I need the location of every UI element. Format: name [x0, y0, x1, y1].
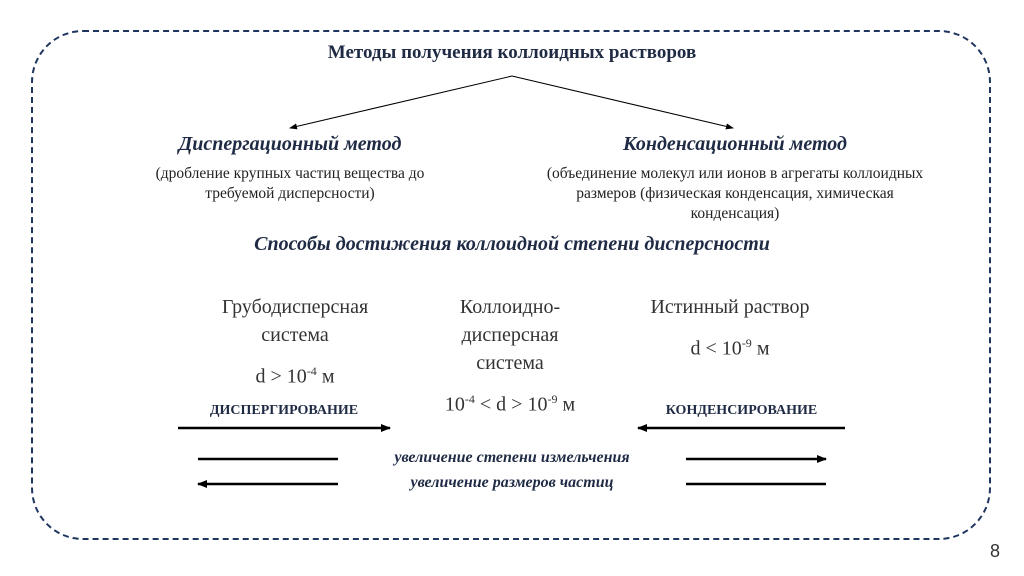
condensing-label: КОНДЕНСИРОВАНИЕ [665, 403, 818, 418]
true-solution [610, 293, 850, 363]
branch-arrow-left [290, 76, 512, 128]
particle-size-trend-label: увеличение размеров частиц [410, 474, 614, 491]
dispersion-desc-line: (дробление крупных частиц вещества до [155, 165, 425, 182]
coarse-system [180, 293, 410, 391]
dispersion-desc-line: требуемой дисперсности) [205, 185, 375, 202]
colloid-system-size: $10^{-4} < d > 10^{-9}$ м [444, 392, 576, 416]
grinding-trend-label: увеличение степени измельчения [394, 449, 630, 466]
true-solution-line: Истинный раствор [650, 296, 810, 318]
colloid-system [400, 293, 620, 419]
dispersion-method-title: Диспергационный метод [178, 133, 402, 155]
condensation-desc-line: конденсация) [690, 205, 780, 222]
coarse-system-size: $d > 10^{-4}$ м [255, 364, 335, 388]
branch-arrow-right [512, 76, 733, 128]
coarse-system-line: Грубодисперсная [221, 296, 369, 318]
condensation-desc-line: размеров (физическая конденсация, химическая [576, 185, 894, 202]
colloid-system-line: дисперсная [461, 324, 559, 346]
true-solution-size: $d < 10^{-9}$ м [690, 336, 770, 360]
colloid-system-line: система [476, 352, 544, 374]
dispersion-method-desc [90, 164, 490, 204]
diagram-title: Методы получения коллоидных растворов [327, 42, 697, 63]
colloid-system-line: Коллоидно- [459, 296, 561, 318]
condensation-method-desc [490, 164, 980, 224]
condensation-desc-line: (объединение молекул или ионов в агрегаты коллоидных [546, 165, 924, 182]
page-number: 8 [989, 541, 1000, 561]
condensation-method-title: Конденсационный метод [623, 133, 847, 155]
coarse-system-line: система [261, 324, 329, 346]
dispersing-label: ДИСПЕРГИРОВАНИЕ [209, 403, 359, 418]
subtitle: Способы достижения коллоидной степени дисперсности [254, 233, 770, 255]
